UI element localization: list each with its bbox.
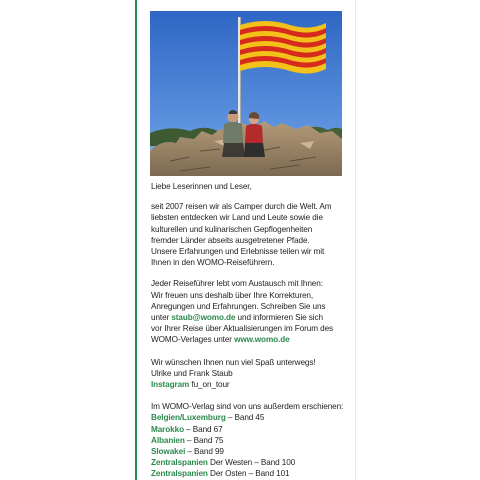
intro-paragraph	[151, 201, 353, 268]
feedback-line: Anregungen und Erfahrungen. Schreiben Sie uns	[151, 301, 326, 311]
book-band: – Band 75	[184, 435, 224, 445]
intro-line: fremder Länder abseits ausgetretener Pfade.	[151, 235, 310, 245]
book-list	[151, 401, 353, 479]
intro-line: Unsere Erfahrungen und Erlebnisse teilen wir mit	[151, 247, 325, 257]
greeting: Liebe Leserinnen und Leser,	[151, 182, 252, 191]
feedback-text: und informieren Sie sich	[235, 313, 323, 323]
intro-line: kulturellen und kulinarischen Gepflogenheiten	[151, 224, 313, 234]
website-link[interactable]: www.womo.de	[234, 335, 290, 345]
closing-wish: Wir wünschen Ihnen nun viel Spaß unterwegs!	[151, 357, 316, 367]
instagram-label: Instagram	[151, 380, 190, 390]
author-names: Ulrike und Frank Staub	[151, 368, 233, 378]
intro-line: seit 2007 reisen wir als Camper durch die Welt. Am	[151, 202, 332, 212]
feedback-line	[151, 312, 353, 323]
intro-line: Ihnen in den WOMO-Reiseführern.	[151, 258, 275, 268]
feedback-line: Jeder Reiseführer lebt vom Austausch mit Ihnen:	[151, 279, 323, 289]
book-item	[151, 435, 353, 446]
book-item	[151, 412, 353, 423]
feedback-text: unter	[151, 313, 172, 323]
feedback-line: vor Ihrer Reise über Aktualisierungen im Forum des	[151, 324, 334, 334]
feedback-line	[151, 334, 353, 345]
catalan-flag	[240, 21, 326, 74]
feedback-paragraph	[151, 278, 353, 345]
book-band: Der Osten – Band 101	[207, 469, 290, 479]
feedback-line: Wir freuen uns deshalb über Ihre Korrekturen,	[151, 290, 314, 300]
green-margin-rule	[135, 0, 137, 480]
book-item	[151, 457, 353, 468]
book-band: – Band 67	[183, 424, 223, 434]
book-item	[151, 468, 353, 479]
book-item	[151, 446, 353, 457]
intro-line: liebsten entdecken wir Land und Leute sowie die	[151, 213, 323, 223]
instagram-handle[interactable]: fu_on_tour	[189, 380, 230, 390]
book-band: Der Westen – Band 100	[207, 458, 296, 468]
instagram-line	[151, 379, 353, 390]
book-title: Zentralspanien	[151, 458, 208, 468]
page-edge-rule	[355, 0, 356, 480]
book-band: – Band 45	[225, 413, 265, 423]
book-title: Marokko	[151, 424, 184, 434]
book-title: Slowakei	[151, 447, 186, 457]
book-title: Albanien	[151, 435, 185, 445]
author-photo	[150, 11, 342, 176]
preface-text	[151, 181, 353, 480]
book-item	[151, 424, 353, 435]
book-title: Belgien/Luxemburg	[151, 413, 226, 423]
closing-paragraph	[151, 357, 353, 391]
book-band: – Band 99	[185, 447, 224, 457]
email-link[interactable]: staub@womo.de	[171, 313, 236, 323]
book-list-heading: Im WOMO-Verlag sind von uns außerdem erschienen:	[151, 402, 344, 412]
book-title: Zentralspanien	[151, 469, 208, 479]
feedback-text: WOMO-Verlages unter	[151, 335, 235, 345]
